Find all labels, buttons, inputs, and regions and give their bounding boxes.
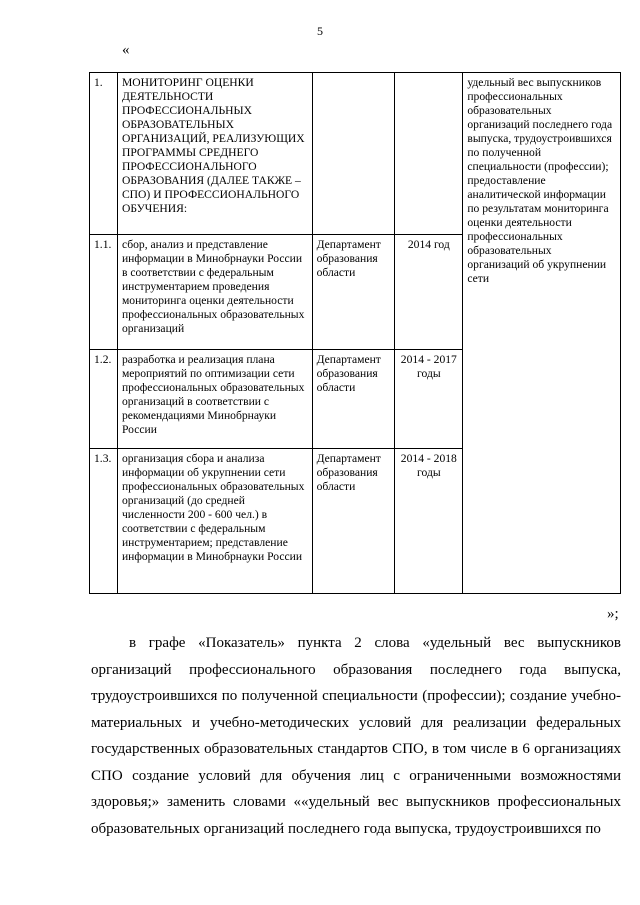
row-department: Департамент образования области xyxy=(312,235,395,350)
row-department: Департамент образования области xyxy=(312,350,395,449)
row-number: 1. xyxy=(90,73,118,235)
row-description: сбор, анализ и представление информации в Минобрнауки России в соответствии с федеральным инструментарием проведения мониторинга оценки деятельности профессиональных образовательных организаций xyxy=(117,235,312,350)
page-number: 5 xyxy=(317,24,323,38)
table-row xyxy=(90,73,621,235)
row-period: 2014 - 2018 годы xyxy=(395,449,463,594)
row-description: МОНИТОРИНГ ОЦЕНКИ ДЕЯТЕЛЬНОСТИ ПРОФЕССИОНАЛЬНЫХ ОБРАЗОВАТЕЛЬНЫХ ОРГАНИЗАЦИЙ, РЕАЛИЗУЮЩИХ ПРОГРАММЫ СРЕДНЕГО ПРОФЕССИОНАЛЬНОГО ОБРАЗОВАНИЯ (ДАЛЕЕ ТАКЖЕ – СПО) И ПРОФЕССИОНАЛЬНОГО ОБУЧЕНИЯ: xyxy=(117,73,312,235)
open-quote: « xyxy=(122,42,130,58)
row-department xyxy=(312,73,395,235)
row-description: разработка и реализация плана мероприятий по оптимизации сети профессиональных образовательных организаций в соответствии с рекомендациями Минобрнауки России xyxy=(117,350,312,449)
row-description: организация сбора и анализа информации об укрупнении сети профессиональных образовательных организаций (до средней численности 200 - 600 чел.) в соответствии с федеральным инструментарием; представление информации в Минобрнауки России xyxy=(117,449,312,594)
row-period: 2014 год xyxy=(395,235,463,350)
indicator-cell: удельный вес выпускников профессиональных образовательных организаций последнего года выпуска, трудоустроившихся по полученной специальности (профессии); предоставление аналитической информации по результатам мониторинга оценки деятельности профессиональных образовательных организаций об укрупнении сети xyxy=(463,73,621,594)
row-period xyxy=(395,73,463,235)
row-number: 1.2. xyxy=(90,350,118,449)
row-number: 1.1. xyxy=(90,235,118,350)
plan-table xyxy=(89,72,621,594)
row-period: 2014 - 2017 годы xyxy=(395,350,463,449)
amendment-paragraph: в графе «Показатель» пункта 2 слова «удельный вес выпускников организаций профессионального образования последнего года выпуска, трудоустроившихся по полученной специальности (профессии); создание учебно-материальных и учебно-методических условий для реализации федеральных государственных образовательных стандартов СПО, в том числе в 6 организациях СПО создание условий для обучения лиц с ограниченными возможностями здоровья;» заменить словами ««удельный вес выпускников профессиональных образовательных организаций последнего года выпуска, трудоустроившихся по xyxy=(91,635,621,837)
row-number: 1.3. xyxy=(90,449,118,594)
close-quote: »; xyxy=(607,606,619,622)
row-department: Департамент образования области xyxy=(312,449,395,594)
